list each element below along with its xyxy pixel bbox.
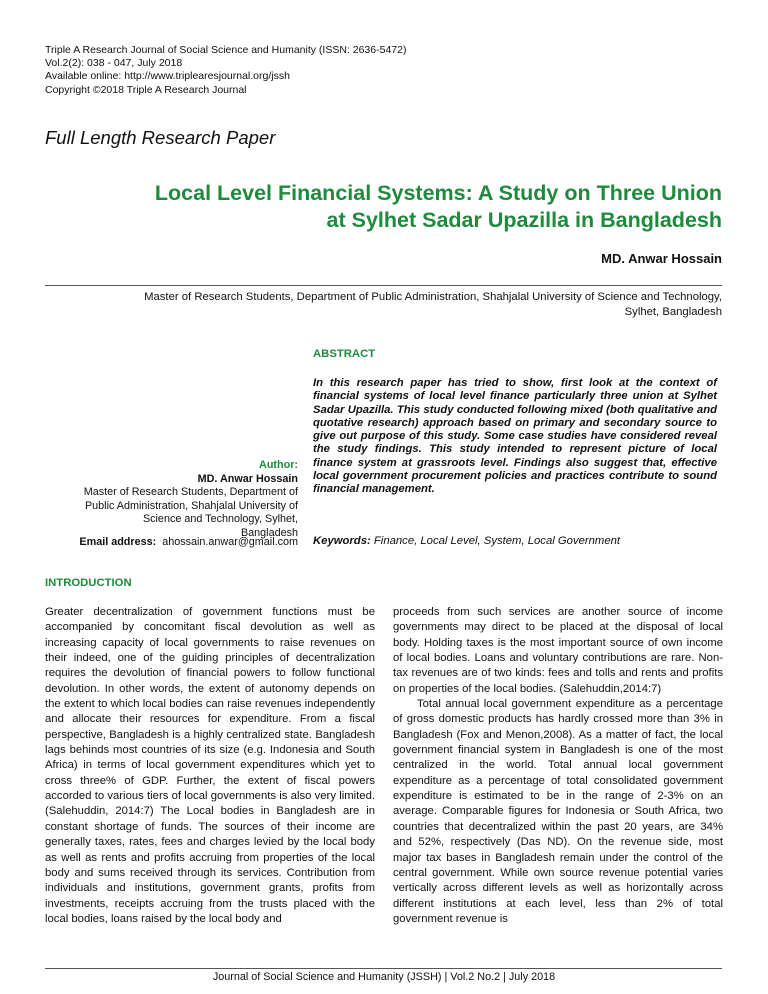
keywords-label: Keywords: (313, 535, 371, 547)
author-info-line-4: Bangladesh (240, 526, 298, 539)
availability-url[interactable]: Available online: http://www.triplearesjournal.org/jssh (45, 70, 290, 83)
author-info-line-3: Science and Technology, Sylhet, (142, 513, 298, 526)
intro-paragraph-1: Greater decentralization of government functions must be accompanied by concomitant fiscal devolution as well as increasing capacity of local governments to raise revenues on their indeed, one of the guiding principles of decentralization requires the devolution of financial powers to follow functional devolution. In other words, the extent of autonomy depends on the extent to which local bodies can raise revenues independently and allocate their resources for expenditure. From a fiscal perspective, Bangladesh is a highly centralized state. Bangladesh lags behinds most countries of its size (e.g. Indonesia and South Africa) in terms of local government expenditures which yet to cross three% of GDP. Further, the extent of fiscal powers accorded to various tiers of local governments is also very limited. (Salehuddin, 2014:7) The Local bodies in Bangladesh are in constant shortage of funds. The sources of their income are generally taxes, rates, fees and charges levied by the local body as well as rents and profits accruing from properties of the local body and sums received through its services. Contribution from individuals and institutions, government grants, profits from investments, receipts accruing from the trusts placed with the local bodies, loans raised by the local body and (45, 606, 375, 925)
journal-header (45, 44, 406, 97)
intro-paragraph-3: Total annual local government expenditure as a percentage of gross domestic products has hardly crossed more than 3% in Bangladesh (Fox and Menon,2008). As a matter of fact, the local government financial system in Bangladesh is one of the most centralized in the world. Total annual local government expenditure as a percentage of total consolidated government expenditure is estimated to be in the range of 2-3% on an average. Comparable figures for Indonesia or South Africa, two countries that decentralized within the past 20 years, are 34% and 52%, respectively (Das ND). On the revenue side, most major tax bases in Bangladesh remain under the control of the central government. While own source revenue potential varies vertically across different levels as well as horizontally across different institutions at each level, less than 2% of total government revenue is (393, 698, 723, 925)
affiliation-line-2: Sylhet, Bangladesh (624, 305, 722, 318)
footer-divider (45, 968, 722, 969)
title-line-2: at Sylhet Sadar Upazilla in Bangladesh (326, 208, 722, 232)
intro-paragraph-2: proceeds from such services are another source of income governments may direct to be placed at the disposal of local body. Holding taxes is the most important source of own income of local bodies. Loans and voluntary contributions are rare. Non-tax revenues are of two kinds: fees and tolls and rents and profits on properties of the local bodies. (Salehuddin,2014:7) (393, 606, 723, 695)
affiliation-line-1: Master of Research Students, Department of Public Administration, Shahjalal University of Science and Technology, (144, 291, 722, 303)
author-label: Author: (259, 459, 298, 471)
author-name: MD. Anwar Hossain (601, 251, 722, 266)
keywords (313, 535, 620, 547)
affiliation (60, 290, 722, 319)
paper-title (45, 180, 722, 234)
volume-info: Vol.2(2): 038 - 047, July 2018 (45, 57, 183, 70)
copyright: Copyright ©2018 Triple A Research Journal (45, 83, 247, 96)
author-email (60, 536, 298, 548)
email-address[interactable]: ahossain.anwar@gmail.com (162, 536, 298, 548)
email-label: Email address: (79, 536, 157, 548)
journal-name: Triple A Research Journal of Social Science and Humanity (ISSN: 2636-5472) (45, 44, 407, 56)
title-line-1: Local Level Financial Systems: A Study on Three Union (154, 181, 722, 205)
page-footer: Journal of Social Science and Humanity (JSSH) | Vol.2 No.2 | July 2018 (212, 971, 556, 983)
author-info-line-1: Master of Research Students, Department of (83, 486, 298, 499)
column-right (393, 605, 723, 927)
abstract-heading: ABSTRACT (313, 348, 376, 360)
introduction-heading: INTRODUCTION (45, 577, 132, 589)
author-info-name: MD. Anwar Hossain (197, 472, 298, 485)
column-left (45, 605, 375, 927)
paper-type: Full Length Research Paper (45, 127, 276, 148)
author-info-line-2: Public Administration, Shahjalal University of (84, 499, 298, 512)
author-info (60, 459, 298, 541)
keywords-list: Finance, Local Level, System, Local Government (373, 535, 621, 547)
abstract-body: In this research paper has tried to show, first look at the context of financial systems of local level finance particularly three union at Sylhet Sadar Upazilla. This study conducted following mixed (both qualitative and quotative research) approach based on primary and secondary source to give out purpose of this study. Some case studies have considered reveal the study findings. This study intended to represent picture of local finance system at grassroots level. Findings also suggest that, effective local government procurement policies and practices contribute to sound financial management. (313, 377, 717, 496)
divider (45, 285, 722, 286)
